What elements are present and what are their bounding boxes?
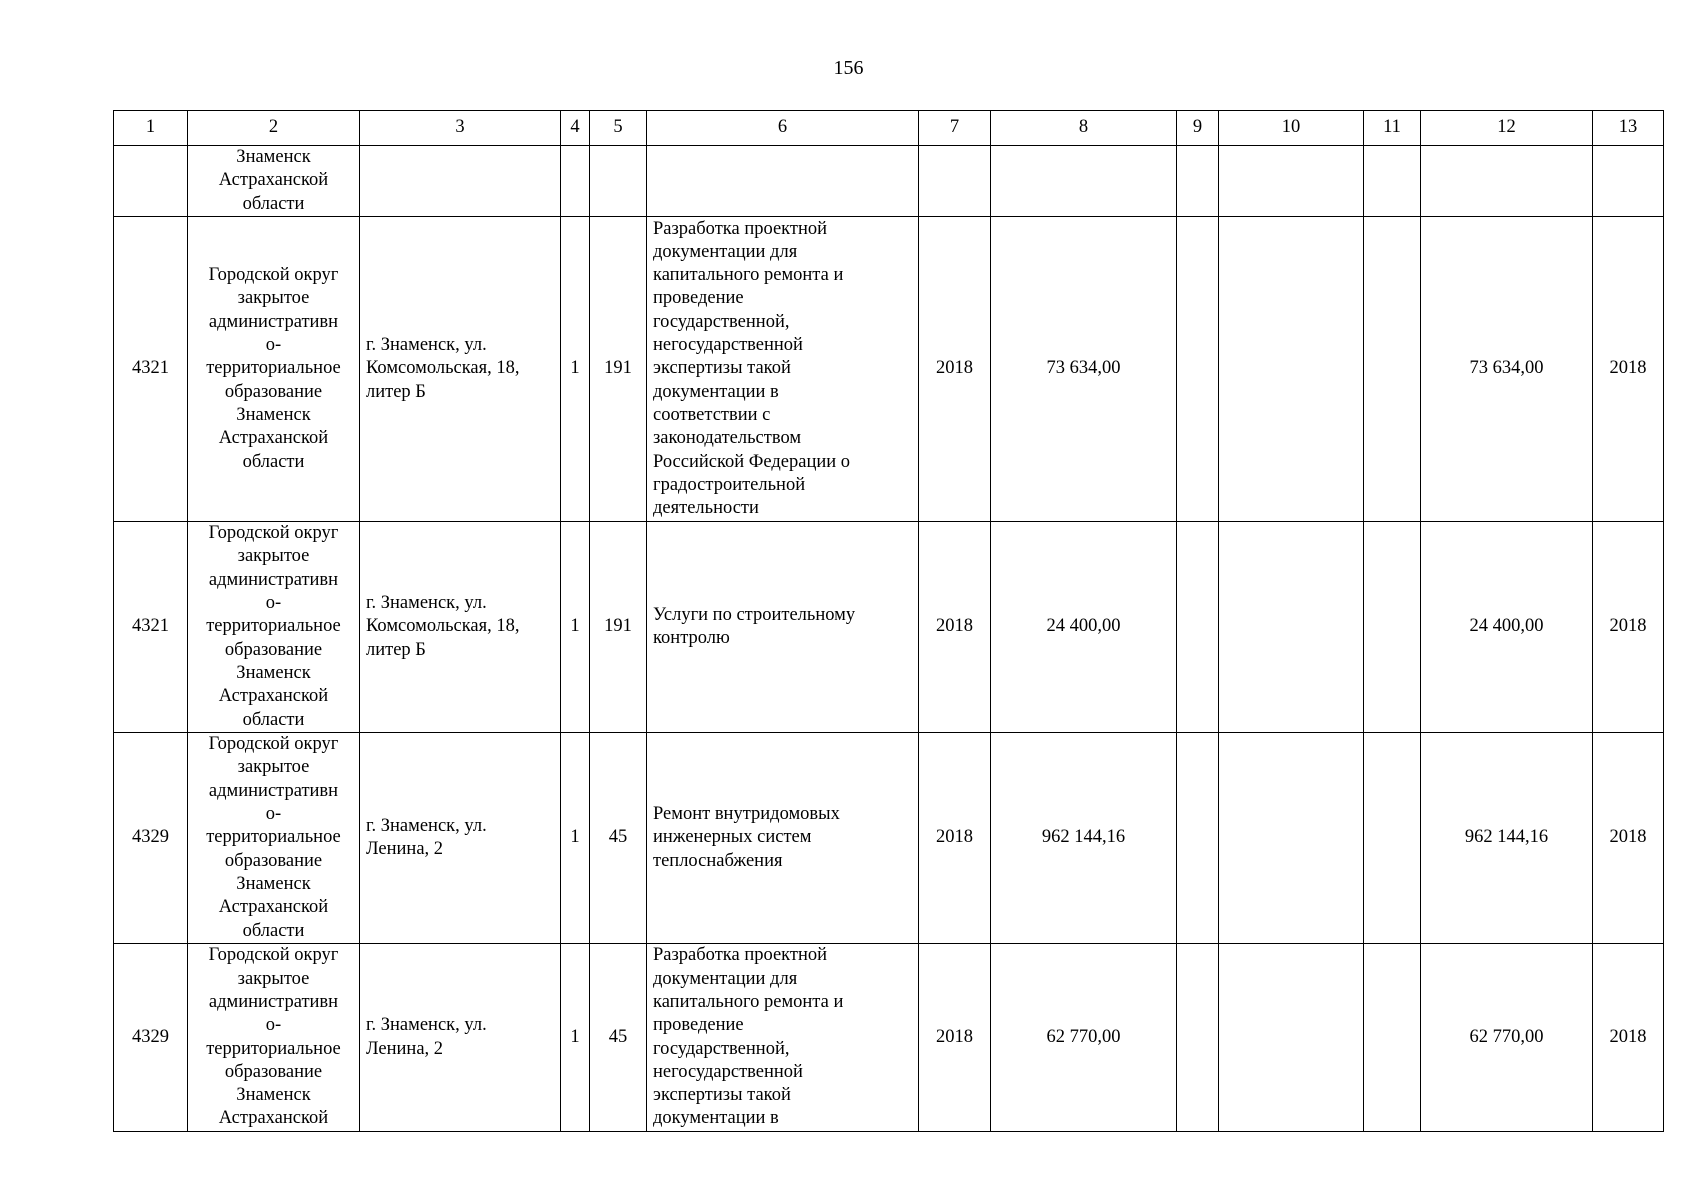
cell-col12-cost: 73 634,00 bbox=[1421, 217, 1593, 522]
cell-col13-year: 2018 bbox=[1593, 522, 1664, 733]
cell-municipality: Городской округ закрытое административн о- территориальное образование Знаменск Астраханской bbox=[188, 944, 360, 1132]
cell-col10 bbox=[1219, 217, 1364, 522]
cell-address: г. Знаменск, ул. Ленина, 2 bbox=[360, 733, 561, 944]
cell-address: г. Знаменск, ул. Ленина, 2 bbox=[360, 944, 561, 1132]
column-header-1: 1 bbox=[114, 111, 188, 146]
table-body bbox=[114, 146, 1664, 1132]
table-row bbox=[114, 522, 1664, 733]
cell-col5: 45 bbox=[590, 944, 647, 1132]
cell-address: г. Знаменск, ул. Комсомольская, 18, литер Б bbox=[360, 522, 561, 733]
column-header-9: 9 bbox=[1177, 111, 1219, 146]
cell-total-cost: 962 144,16 bbox=[991, 733, 1177, 944]
cell-code bbox=[114, 146, 188, 217]
cell-col4: 1 bbox=[561, 733, 590, 944]
table-row bbox=[114, 944, 1664, 1132]
cell-col11 bbox=[1364, 733, 1421, 944]
cell-col12-cost: 62 770,00 bbox=[1421, 944, 1593, 1132]
page-number: 156 bbox=[833, 57, 864, 79]
cell-col10 bbox=[1219, 944, 1364, 1132]
cell-work-type: Услуги по строительному контролю bbox=[647, 522, 919, 733]
table-header bbox=[114, 111, 1664, 146]
cell-municipality: Городской округ закрытое административн о- территориальное образование Знаменск Астраханской области bbox=[188, 217, 360, 522]
cell-work-type: Разработка проектной документации для капитального ремонта и проведение государственной, негосударственной экспертизы такой документации в bbox=[647, 944, 919, 1132]
table-row bbox=[114, 217, 1664, 522]
cell-col9 bbox=[1177, 944, 1219, 1132]
cell-col5 bbox=[590, 146, 647, 217]
cell-col5: 191 bbox=[590, 217, 647, 522]
cell-work-type bbox=[647, 146, 919, 217]
cell-col9 bbox=[1177, 146, 1219, 217]
cell-col5: 45 bbox=[590, 733, 647, 944]
column-header-8: 8 bbox=[991, 111, 1177, 146]
cell-col4: 1 bbox=[561, 522, 590, 733]
cell-year: 2018 bbox=[919, 944, 991, 1132]
cell-code: 4321 bbox=[114, 217, 188, 522]
cell-code: 4329 bbox=[114, 944, 188, 1132]
cell-col4 bbox=[561, 146, 590, 217]
cell-col4: 1 bbox=[561, 944, 590, 1132]
cell-col11 bbox=[1364, 217, 1421, 522]
column-header-3: 3 bbox=[360, 111, 561, 146]
cell-col11 bbox=[1364, 146, 1421, 217]
cell-col10 bbox=[1219, 146, 1364, 217]
column-header-6: 6 bbox=[647, 111, 919, 146]
cell-col9 bbox=[1177, 522, 1219, 733]
cell-total-cost: 24 400,00 bbox=[991, 522, 1177, 733]
cell-col10 bbox=[1219, 522, 1364, 733]
column-header-7: 7 bbox=[919, 111, 991, 146]
cell-col9 bbox=[1177, 733, 1219, 944]
cell-col10 bbox=[1219, 733, 1364, 944]
cell-col13-year: 2018 bbox=[1593, 733, 1664, 944]
column-header-4: 4 bbox=[561, 111, 590, 146]
cell-year: 2018 bbox=[919, 217, 991, 522]
column-header-10: 10 bbox=[1219, 111, 1364, 146]
cell-col11 bbox=[1364, 944, 1421, 1132]
column-header-13: 13 bbox=[1593, 111, 1664, 146]
cell-address bbox=[360, 146, 561, 217]
cell-code: 4321 bbox=[114, 522, 188, 733]
cell-work-type: Ремонт внутридомовых инженерных систем теплоснабжения bbox=[647, 733, 919, 944]
cell-code: 4329 bbox=[114, 733, 188, 944]
cell-col9 bbox=[1177, 217, 1219, 522]
cell-municipality: Городской округ закрытое административн о- территориальное образование Знаменск Астраханской области bbox=[188, 733, 360, 944]
cell-year bbox=[919, 146, 991, 217]
cell-col4: 1 bbox=[561, 217, 590, 522]
cell-work-type: Разработка проектной документации для капитального ремонта и проведение государственной, негосударственной экспертизы такой документации в соответствии с законодательством Российской Федерации о градостроительной деятельности bbox=[647, 217, 919, 522]
cell-total-cost: 73 634,00 bbox=[991, 217, 1177, 522]
column-header-2: 2 bbox=[188, 111, 360, 146]
cell-year: 2018 bbox=[919, 522, 991, 733]
table-row bbox=[114, 733, 1664, 944]
column-header-5: 5 bbox=[590, 111, 647, 146]
cell-municipality: Городской округ закрытое административн о- территориальное образование Знаменск Астраханской области bbox=[188, 522, 360, 733]
header-row bbox=[114, 111, 1664, 146]
cell-total-cost bbox=[991, 146, 1177, 217]
registry-table bbox=[113, 110, 1664, 1132]
cell-year: 2018 bbox=[919, 733, 991, 944]
cell-col13-year: 2018 bbox=[1593, 944, 1664, 1132]
cell-total-cost: 62 770,00 bbox=[991, 944, 1177, 1132]
cell-col13-year: 2018 bbox=[1593, 217, 1664, 522]
cell-address: г. Знаменск, ул. Комсомольская, 18, литер Б bbox=[360, 217, 561, 522]
cell-municipality: Знаменск Астраханской области bbox=[188, 146, 360, 217]
cell-col13-year bbox=[1593, 146, 1664, 217]
column-header-11: 11 bbox=[1364, 111, 1421, 146]
cell-col12-cost: 962 144,16 bbox=[1421, 733, 1593, 944]
cell-col12-cost bbox=[1421, 146, 1593, 217]
cell-col12-cost: 24 400,00 bbox=[1421, 522, 1593, 733]
column-header-12: 12 bbox=[1421, 111, 1593, 146]
table-row bbox=[114, 146, 1664, 217]
cell-col11 bbox=[1364, 522, 1421, 733]
cell-col5: 191 bbox=[590, 522, 647, 733]
